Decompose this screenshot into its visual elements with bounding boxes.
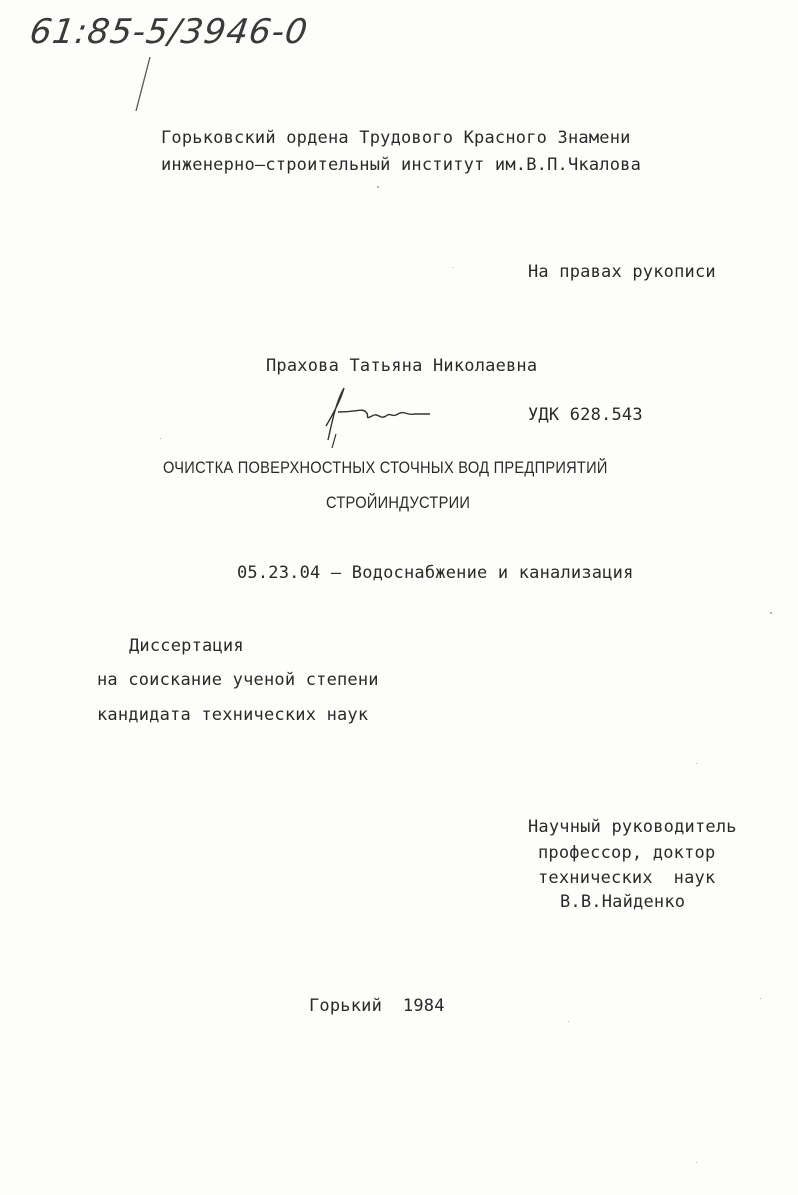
supervisor-label: Научный руководитель bbox=[528, 817, 737, 837]
udc-code: УДК 628.543 bbox=[528, 405, 643, 425]
rights-note: На правах рукописи bbox=[528, 262, 716, 282]
author-name: Прахова Татьяна Николаевна bbox=[266, 356, 538, 376]
supervisor-title: профессор, доктор bbox=[538, 843, 716, 863]
scan-speck bbox=[760, 998, 761, 999]
scan-speck bbox=[160, 438, 161, 439]
degree-field-line: кандидата технических наук bbox=[97, 705, 369, 725]
archive-code: 61:85-5/3946-0 bbox=[27, 12, 311, 52]
author-signature bbox=[318, 382, 448, 452]
institute-line-2: инженерно–строительный институт им.В.П.Чкалова bbox=[161, 155, 642, 175]
scan-speck bbox=[696, 1162, 697, 1163]
institute-line-1: Горьковский ордена Трудового Красного Знамени bbox=[161, 128, 631, 148]
archive-code-slash bbox=[128, 55, 158, 115]
scan-speck bbox=[770, 612, 772, 614]
dissertation-title-line-1: ОЧИСТКА ПОВЕРХНОСТНЫХ СТОЧНЫХ ВОД ПРЕДПРИЯТИЙ bbox=[163, 458, 608, 477]
supervisor-name: В.В.Найденко bbox=[560, 892, 686, 912]
dissertation-label: Диссертация bbox=[129, 636, 244, 656]
scan-speck bbox=[568, 1021, 569, 1022]
scan-speck bbox=[377, 186, 379, 188]
supervisor-field: технических наук bbox=[538, 868, 716, 888]
scan-speck bbox=[696, 763, 697, 764]
city-year: Горький 1984 bbox=[309, 996, 445, 1016]
degree-line: на соискание ученой степени bbox=[97, 670, 379, 690]
dissertation-title-line-2: СТРОЙИНДУСТРИИ bbox=[326, 493, 471, 512]
specialty-code: 05.23.04 – Водоснабжение и канализация bbox=[237, 563, 634, 583]
scan-speck bbox=[452, 267, 453, 268]
